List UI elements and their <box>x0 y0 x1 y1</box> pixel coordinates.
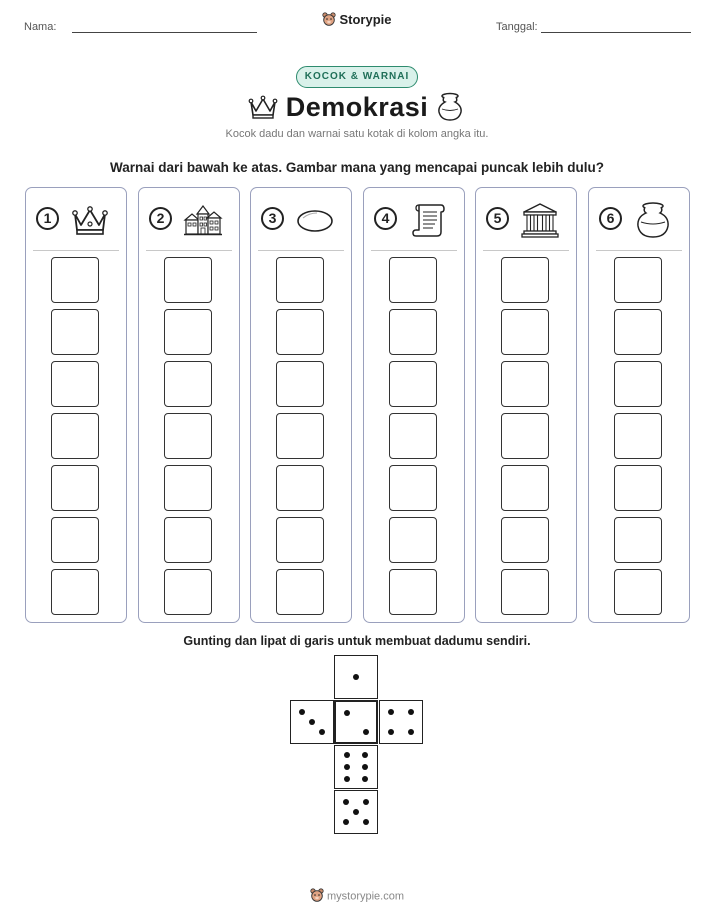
color-cell[interactable] <box>501 517 549 563</box>
color-cell[interactable] <box>501 361 549 407</box>
date-label: Tanggal: <box>496 21 538 33</box>
color-cell[interactable] <box>276 517 324 563</box>
color-cell[interactable] <box>276 361 324 407</box>
dice-pip <box>388 729 394 735</box>
color-cell[interactable] <box>164 413 212 459</box>
dice-face-5 <box>334 790 378 834</box>
dice-pip <box>344 710 350 716</box>
dice-pip <box>343 819 349 825</box>
page-subtitle: Kocok dadu dan warnai satu kotak di kolom angka itu. <box>225 128 489 140</box>
color-cell[interactable] <box>51 361 99 407</box>
dice-pip <box>299 709 305 715</box>
page-title: Demokrasi <box>285 92 429 122</box>
color-cell[interactable] <box>276 257 324 303</box>
dice-pip <box>363 799 369 805</box>
dice-pip <box>362 776 368 782</box>
color-cell[interactable] <box>164 569 212 615</box>
brand-name: Storypie <box>339 12 392 27</box>
dice-pip <box>388 709 394 715</box>
pot-icon <box>633 200 673 240</box>
dice-pip <box>362 764 368 770</box>
dice-pip <box>353 674 359 680</box>
dice-face-6 <box>334 745 378 789</box>
color-cell[interactable] <box>389 257 437 303</box>
color-cell[interactable] <box>614 465 662 511</box>
dice-face-3 <box>290 700 334 744</box>
color-cell[interactable] <box>389 569 437 615</box>
column-4 <box>363 187 465 623</box>
column-number: 5 <box>486 207 509 230</box>
brand-logo <box>0 12 714 29</box>
color-cell[interactable] <box>51 465 99 511</box>
dice-face-2 <box>334 700 378 744</box>
color-cell[interactable] <box>276 465 324 511</box>
color-cell[interactable] <box>614 257 662 303</box>
name-line <box>72 32 257 33</box>
name-label: Nama: <box>24 21 57 33</box>
color-cell[interactable] <box>614 517 662 563</box>
stone-icon <box>295 200 335 240</box>
column-number: 3 <box>261 207 284 230</box>
column-5 <box>475 187 577 623</box>
color-cell[interactable] <box>164 361 212 407</box>
dice-pip <box>344 776 350 782</box>
color-cell[interactable] <box>501 413 549 459</box>
column-divider <box>371 250 457 251</box>
dice-face-4 <box>379 700 423 744</box>
color-cell[interactable] <box>51 413 99 459</box>
color-cell[interactable] <box>501 465 549 511</box>
color-cell[interactable] <box>51 569 99 615</box>
column-number: 6 <box>599 207 622 230</box>
color-cell[interactable] <box>389 413 437 459</box>
dice-pip <box>344 764 350 770</box>
color-cell[interactable] <box>614 569 662 615</box>
columned-building-icon <box>520 200 560 240</box>
color-cell[interactable] <box>51 257 99 303</box>
color-cell[interactable] <box>51 517 99 563</box>
dice-pip <box>362 752 368 758</box>
town-buildings-icon <box>183 200 223 240</box>
dice-pip <box>309 719 315 725</box>
color-cell[interactable] <box>164 465 212 511</box>
color-cell[interactable] <box>389 309 437 355</box>
footer-link[interactable]: mystorypie.com <box>326 890 405 903</box>
dice-pip <box>344 752 350 758</box>
dice-pip <box>319 729 325 735</box>
column-1 <box>25 187 127 623</box>
color-cell[interactable] <box>501 257 549 303</box>
column-divider <box>146 250 232 251</box>
color-cell[interactable] <box>389 361 437 407</box>
dice-pip <box>408 729 414 735</box>
dice-pip <box>363 729 369 735</box>
column-divider <box>258 250 344 251</box>
dice-pip <box>408 709 414 715</box>
column-3 <box>250 187 352 623</box>
color-cell[interactable] <box>164 257 212 303</box>
column-2 <box>138 187 240 623</box>
column-number: 4 <box>374 207 397 230</box>
dice-pip <box>353 809 359 815</box>
color-cell[interactable] <box>614 309 662 355</box>
coloring-instruction: Warnai dari bawah ke atas. Gambar mana yang mencapai puncak lebih dulu? <box>110 160 604 175</box>
column-6 <box>588 187 690 623</box>
cut-instruction: Gunting dan lipat di garis untuk membuat dadumu sendiri. <box>183 634 531 648</box>
scroll-icon <box>408 200 448 240</box>
color-cell[interactable] <box>614 413 662 459</box>
color-cell[interactable] <box>501 569 549 615</box>
dice-pip <box>363 819 369 825</box>
bear-logo-icon <box>322 12 336 29</box>
dice-net <box>290 655 424 835</box>
dice-pip <box>343 799 349 805</box>
bear-logo-icon <box>310 888 324 905</box>
color-cell[interactable] <box>276 413 324 459</box>
crown-icon <box>70 200 110 240</box>
color-cell[interactable] <box>614 361 662 407</box>
color-cell[interactable] <box>164 517 212 563</box>
color-cell[interactable] <box>276 309 324 355</box>
date-line <box>541 32 691 33</box>
column-divider <box>483 250 569 251</box>
color-cell[interactable] <box>164 309 212 355</box>
column-divider <box>596 250 682 251</box>
column-divider <box>33 250 119 251</box>
column-number: 2 <box>149 207 172 230</box>
color-cell[interactable] <box>389 465 437 511</box>
color-cell[interactable] <box>389 517 437 563</box>
footer <box>0 888 714 905</box>
column-number: 1 <box>36 207 59 230</box>
color-cell[interactable] <box>501 309 549 355</box>
color-cell[interactable] <box>276 569 324 615</box>
pot-icon <box>436 92 464 122</box>
activity-badge: KOCOK & WARNAI <box>296 66 418 88</box>
color-cell[interactable] <box>51 309 99 355</box>
dice-face-1 <box>334 655 378 699</box>
